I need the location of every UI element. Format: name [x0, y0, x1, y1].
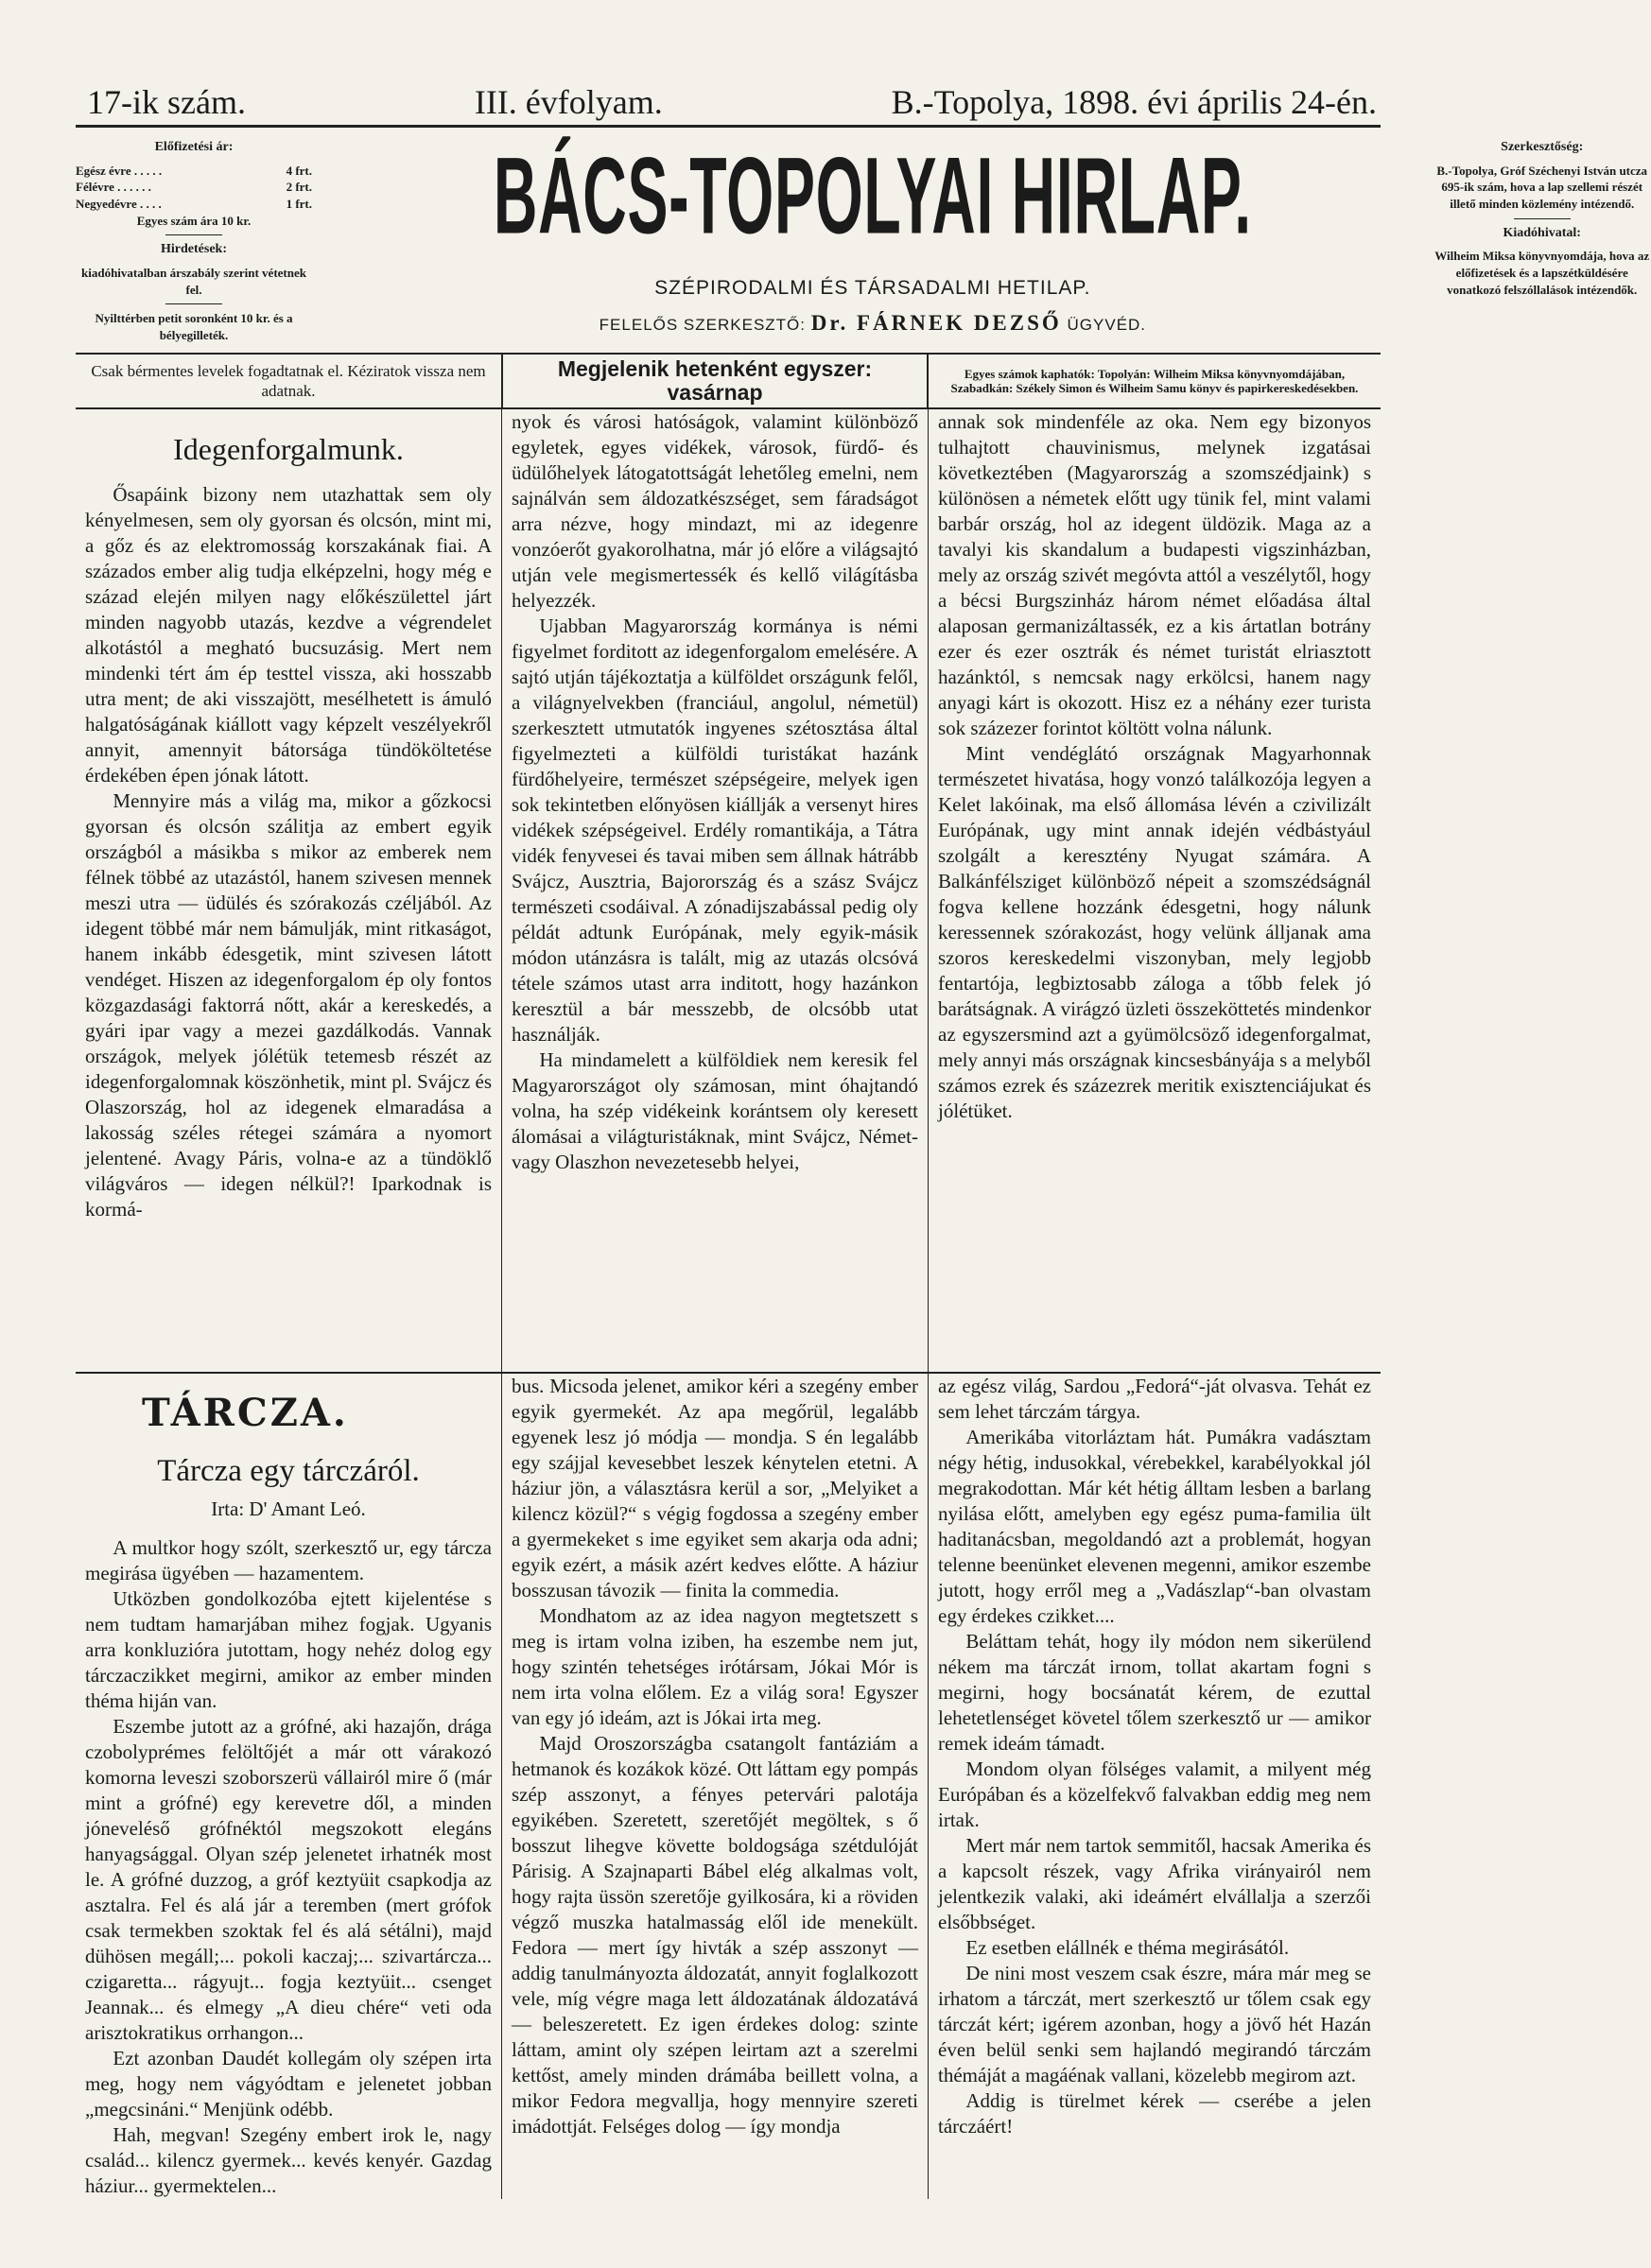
single-copy-price: Egyes szám ára 10 kr. [136, 213, 252, 228]
publisher-text: Wilheim Miksa könyvnyomdája, hova az előfizetések és a lapszétküldésére vonatkozó felszóllalások intézendők. [1434, 249, 1650, 297]
paragraph: annak sok mindenféle az oka. Nem egy bizonyos tulhajtott chauvinismus, melynek izgatásai következtében (Magyarország a szomszédjaink) s különösen a németek előtt ugy tünik fel, mint valami barbár ország, hol az idegent üldözik. Maga az a tavalyi kis skandalum a budapesti vigszinházban, mely az ország szivét megóvta attól a veszélytől, hogy a bécsi Burgszinház három német előadása által alaposan germanizáltassék, ez a kis ártatlan botrány ezer és ezer osztrák és német turistát elriasztott hazánktól, s nemcsak nagy erkölcsi, hanem nagy anyagi kárt is okozott. Hisz ez a néhány ezer turista sok százezer forintot költött volna nálunk. [938, 410, 1371, 739]
masthead-center [331, 135, 1415, 343]
price-row: Negyedévre . . . . 1 frt. [76, 196, 312, 211]
publisher-heading: Kiadóhivatal: [1503, 225, 1581, 240]
newspaper-subtitle: SZÉPIRODALMI ÉS TÁRSADALMI HETILAP. [654, 277, 1091, 299]
editor-name: Dr. FÁRNEK DEZSŐ [810, 311, 1062, 335]
feuilleton-heading: TÁRCZA. [142, 1391, 349, 1436]
paragraph: De nini most veszem csak észre, mára már meg se irhatom a tárczát, mert szerkesztő ur tőlem csak egy tárczát kért; igérem azonban, hogy a jövő hét Hazán éven belül senki sem hajlandó megirandó tárczám thémáját a magáénak vallani, közelebb megirom azt. [938, 1961, 1371, 2086]
issue-number: 17-ik szám. [87, 83, 246, 121]
price-row: Félévre . . . . . . 2 frt. [76, 180, 312, 195]
paragraph: Addig is türelmet kérek — cserébe a jelen tárczáért! [938, 2088, 1371, 2138]
issue-date: B.-Topolya, 1898. évi április 24-én. [891, 83, 1377, 121]
paragraph: Beláttam tehát, hogy ily módon nem sikerülend nékem ma tárczát irnom, tollat akartam fogni s megirni, hogy bocsánatát kérem, de ezuttal lehetetlenséget követel tőlem szerkesztő ur — amikor remek ideám támadt. [938, 1630, 1371, 1755]
newspaper-page [76, 83, 1650, 2199]
divider [165, 303, 222, 304]
single-copies-notice: Egyes számok kaphatók: Topolyán: Wilheim Miksa könyvnyomdájában, Szabadkán: Székely Simon és Wilheim Samu könyv és papirkereskedésekben. [950, 366, 1359, 396]
paragraph: Ezt azonban Daudét kollegám oly szépen irta meg, hogy nem vágyódtam e jelenetet jobban „megcsináni.“ Menjünk odébb. [85, 2046, 492, 2121]
paragraph: Mennyire más a világ ma, mikor a gőzkocsi gyorsan és olcsón szálitja az embert egyik országból a másikba s mikor az emberek nem félnek többé az utazástól, hanem szivesen mennek meszi utra — üdülés és szórakozás czéljából. Az idegent többé már nem bámulják, mint ritkaságot, hanem inkább édesgetik, mint szivesen látott vendéget. Hiszen az idegenforgalom ép oly fontos közgazdasági faktorrá nőtt, akár a kereskedés, a gyári ipar vagy a mezei gazdálkodás. Vannak országok, melyek jólétük tetemesb részét az idegenforgalomnak köszönhetik, mint pl. Svájcz és Olaszország, hol az idegenek elmaradása a lakosság széles rétegei számára a nyomort jelentené. Avagy Páris, volna-e az a tündöklő világváros — idegen nélkül?! Iparkodnak is kormá- [85, 789, 492, 1221]
paragraph: Mondhatom az az idea nagyon megtetszett s meg is irtam volna iziben, ha eszembe nem jut, hogy szintén tehetséges irótársam, Jókai Mór is nem irta volna előlem. Ez a világ sora! Egyszer van egy jó ideám, azt is Jókai irta meg. [512, 1604, 918, 1729]
paragraph: Ősapáink bizony nem utazhattak sem oly kényelmesen, sem oly gyorsan és olcsón, mint mi, a gőz és az elektromosság korszakának fiai. A százados ember alig tudja elképzelni, hogy még e század elején milyen nagy előkészülettel járt minden nagyobb utazás, kezdve a végrendelet alkotástól a megható bucsuzásig. Mert nem mindenki tért ám ép testtel vissza, aki hosszabb utra ment; de aki visszajött, mesélhetett is ámuló halgatóságának kiállott vagy képzelt veszélyekről annyit, amennyit bátorsága tündököltetése érdekében épen jónak látott. [85, 483, 492, 788]
newspaper-title: BÁCS-TOPOLYAI HIRLAP. [493, 135, 1252, 257]
paragraph: Majd Oroszországba csatangolt fantáziám a hetmanok és kozákok közé. Ott láttam egy pompás szép asszonyt, a fényes petervári palotája egyikében. Szeretett, szeretőjét megöltek, s ő bosszut lihegve követte boldogsága szétdulóját Párisig. A Szajnaparti Bábel elég alkalmas volt, hogy rajta üssön szeretője gyilkosára, ki a röviden végző muszka hatalmasság elől ide menekült. Fedora — mert így hivták a szép asszonyt — addig tanulmányozta áldozatát, annyit foglalkozott vele, míg végre maga lett áldozatának áldozatává — beleszeretett. Ez igen érdekes dolog: szinte láttam, amint oly szépen leirtam azt a szerelmi kettőst, amely minden drámába beillett volna, a mikor Fedora megvallja, hogy mennyire szereti imádottját. Felséges dolog — így mondja [512, 1731, 918, 2138]
feuilleton-column-3 [929, 1374, 1381, 2198]
publication-schedule: Megjelenik hetenként egyszer: vasárnap [501, 355, 929, 407]
price-row: Egész évre . . . . . 4 frt. [76, 163, 312, 178]
paragraph: Ha mindamelett a külföldiek nem keresik fel Magyarországot oly számosan, mint óhajtandó volna, ha szép vidékeink korántsem oly keresett álomásai a világturistáknak, mint Svájcz, Német- vagy Olaszhon nevezetesebb helyei, [512, 1047, 918, 1173]
paragraph: az egész világ, Sardou „Fedorá“-ját olvasva. Tehát ez sem lehet tárczám tárgya. [938, 1375, 1371, 1424]
masthead-area [76, 135, 1650, 343]
paragraph: Eszembe jutott az a grófné, aki hazajőn, drága czobolyprémes felöltőjét a már ott várakozó komorna leveszi szoborszerü vállairól mire ő (már mint a grófné) egy kerevetre dől, a minden jóneveléső grófnéktól megszokott elegáns hanyagsággal. Olyan szép jelenetet irhatnék most le. A grófné duzzog, a gróf keztyüit csapkodja az asztalra. Fel és alá jár a teremben (mert grófok csak termekben szoktak fel és alá sétálni), majd dühösen megáll;... pokoli kaczaj;... szivartárcza... czigaretta... rágyujt... fogja keztyüit... csenget Jeannak... és elmegy „A dieu chére“ veti oda arisztokratikus orrhangon... [85, 1714, 492, 2044]
paragraph: nyok és városi hatóságok, valamint különböző egyletek, egyes vidékek, városok, fürdő- és üdülőhelyek látogatottságát lehetőleg emelni, nem sajnálván sem áldozatkészséget, sem fáradságot arra nézve, hogy mindazt, mi az idegenre vonzóerőt gyakorolhatna, már jó előre a világsajtó utján vele megismertessék és kellő világításba helyezzék. [512, 410, 918, 613]
letters-notice: Csak bérmentes levelek fogadtatnak el. Kéziratok vissza nem adatnak. [91, 361, 486, 401]
paragraph: Ujabban Magyarország kormánya is némi figyelmet forditott az idegenforgalom emelésére. A sajtó utján tájékoztatja a külföldet országunk felől, a világnyelvekben (franciául, angolul, németül) szerkesztett utmutatók ingyenes szétosztása által figyelmezteti a külföldi turistákat hazánk fürdőhelyeire, természet szépségeire, melyek igen sok tekintetben előnyösen kiállják a versenyt hires vidékek szépségeivel. Erdély romantikája, a Tátra vidék fenyvesei és tavai miben sem állnak hátrább Svájcz, Ausztria, Bajorország és a szász Svájcz természeti csodáival. A zónadijszabással pedig oly példát adtunk Európának, mely egyik-másik módon utánzásra is talált, mig az utazás olcsóvá tétele számos utast arra inditott, hogy hazánkon keresztül a bár messzebb, de olcsóbb utat használják. [512, 615, 918, 1046]
paragraph: Utközben gondolkozóba ejtett kijelentése s nem tudtam hamarjában mihez fogjak. Ugyanis arra konkluzióra jutottam, hogy nehéz dolog egy tárczaczikket megirni, amikor az ember minden théma hiján van. [85, 1586, 492, 1712]
editorial-text: B.-Topolya, Gróf Széchenyi István utcza 695-ik szám, hova a lap szellemi részét illető minden közlemény intézendő. [1436, 163, 1648, 211]
feuilleton-column-2 [501, 1374, 929, 2198]
paragraph: Ez esetben elállnék e théma megirásától. [965, 1935, 1290, 1959]
divider [1514, 218, 1571, 219]
ads-heading: Hirdetések: [161, 242, 227, 257]
ads-text: kiadóhivatalban árszabály szerint vétetnek fel. [81, 265, 306, 297]
paragraph: bus. Micsoda jelenet, amikor kéri a szegény ember egyik gyermekét. Az apa megőrül, legalább egyenek lesz jó módja — mondja. S én legalább egy szájjal kevesebbet leszek kénytelen etetni. A háziur jön, a választásra kerül a sor, „Melyiket a kilencz közül?“ s végig fogdossa a szegény ember a gyermekeket s ime egyiket sem akarja oda adni; egyik ezért, a másik azért kedves előtte. A háziur bosszusan távozik — finita la commedia. [512, 1375, 918, 1602]
paragraph: Amerikába vitorláztam hát. Pumákra vadásztam négy hétig, indusokkal, vérebekkel, karabélyokkal jól megrakodottan. Már két hétig álltam lesben a barlang nyilása előtt, amelyben egy egész puma-familia ült haditanácsban, megoldandó azt a problemát, hogyan telenne beenünket elevenen megenni, amikor eszembe jutott, hogy erről meg a „Vadászlap“-ban olvastam egy érdekes czikket.... [938, 1426, 1371, 1628]
article-title: Idegenforgalmunk. [173, 432, 404, 467]
office-info [1434, 135, 1651, 343]
paragraph: Mint vendéglátó országnak Magyarhonnak természetet hivatása, hogy vonzó találkozója legyen a Kelet lakóinak, ma első állomása lévén a czivilizált Európának, ugy mint annak idején védbástyául szolgált a keresztény Nyugat számára. A Balkánfélsziget különböző népeit a szomszédságnál fogva kellene hozzánk édesgetni, hogy nálunk keressennek szórakozást, hogy velünk álljanak ama szoros kereskedelmi viszonyban, mely legjobb fentartója, legbiztosabb záloga a tőbb felek jó barátságnak. A virágzó üzleti összeköttetés mindenkor az egyszersmind azt a gyümölcsöző idegenforgalmat, mely annyi más országnak kincsesbányája s a melyből számos ezrek és százezrek meritik exisztenciájukat és jólétüket. [938, 741, 1371, 1122]
volume: III. évfolyam. [474, 83, 663, 121]
paragraph: Mert már nem tartok semmitől, hacsak Amerika és a kapcsolt részek, vagy Afrika virányairól nem jelentkezik valaki, aki ideámért elvállalja a szerzői elsőbbséget. [938, 1833, 1371, 1933]
issue-line [76, 85, 1381, 128]
article-column-3 [929, 409, 1381, 1372]
info-bar [76, 353, 1381, 409]
feuilleton-byline: Irta: D' Amant Leó. [211, 1497, 366, 1520]
divider [165, 234, 222, 235]
subscription-heading: Előfizetési ár: [154, 140, 234, 154]
article-column-2 [501, 409, 929, 1372]
paragraph: Hah, megvan! Szegény embert irok le, nagy család... kilencz gyermek... kevés kenyér. Gazdag háziur... gyermektelen... [85, 2122, 492, 2197]
paragraph: Mondom olyan fölséges valamit, a milyent még Európában és a közelfekvő falvakban eddig meg nem irtak. [938, 1757, 1371, 1831]
feuilleton [76, 1374, 1381, 2198]
lead-article [76, 409, 1381, 1372]
feuilleton-column-1 [76, 1374, 501, 2198]
paragraph: A multkor hogy szólt, szerkesztő ur, egy tárcza megirása ügyében — hazamentem. [85, 1535, 492, 1584]
article-column-1 [76, 409, 501, 1372]
editor-line: FELELŐS SZERKESZTŐ: Dr. FÁRNEK DEZSŐ ÜGYVÉD. [599, 311, 1147, 335]
editorial-heading: Szerkesztőség: [1501, 140, 1584, 154]
subscription-info [76, 135, 312, 343]
feuilleton-title: Tárcza egy tárczáról. [157, 1453, 420, 1488]
nyilt-text: Nyilttérben petit soronként 10 kr. és a bélyegilleték. [95, 311, 293, 342]
